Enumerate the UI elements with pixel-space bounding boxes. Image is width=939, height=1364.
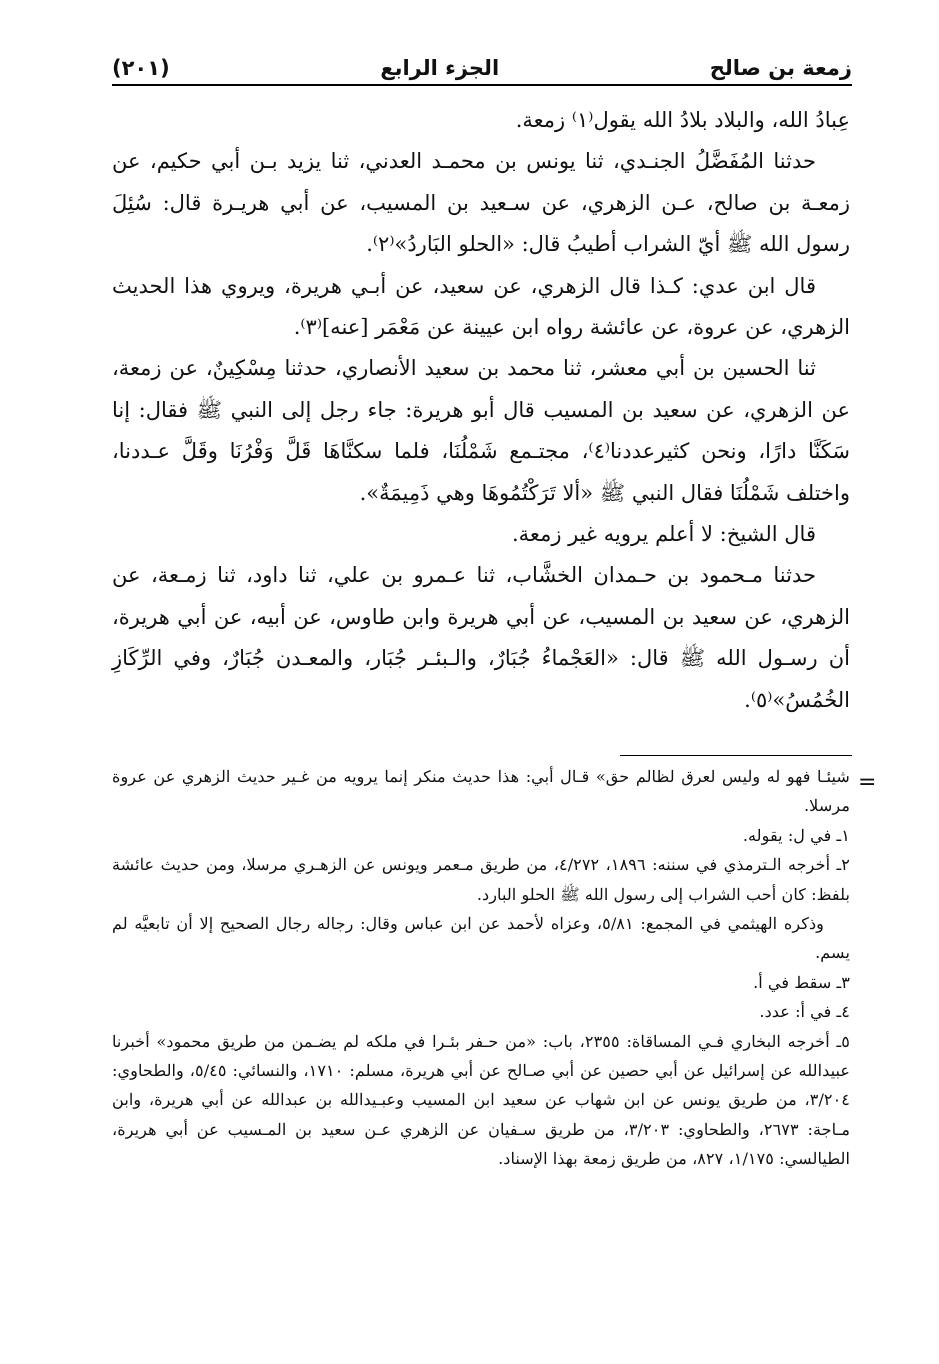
main-text [112, 100, 850, 721]
main-paragraph: قال الشيخ: لا أعلم يرويه غير زمعة. [512, 522, 816, 547]
running-header [112, 38, 852, 80]
footnotes [112, 762, 850, 1174]
main-paragraph: حدثنا المُفَضَّلُ الجنـدي، ثنا يونس بن محمـد العدني، ثنا يزيد بـن أبي حكيم، عن زمعـة بن صالح، عـن الزهري، عن سـعيد بن المسيب، عن أبي هريـرة قال: سُئِلَ رسول الله ﷺ أيّ الشراب أطيبُ قال: «الحلو البَاردُ»⁽٢⁾. [112, 149, 850, 257]
footnote: ٢ـ أخرجه الـترمذي في سننه: ١٨٩٦، ٤/٢٧٢، من طريق مـعمر ويونس عن الزهـري مرسلا، ومن حديث عائشة بلفظ: كان أحب الشراب إلى رسول الله ﷺ الحلو البارد. [112, 855, 850, 904]
footnote-continuation-mark: = [858, 770, 877, 795]
header-divider [112, 84, 852, 86]
footnote-divider [620, 755, 852, 756]
footnote: ١ـ في ل: يقوله. [742, 825, 850, 845]
header-chapter-title: زمعة بن صالح [709, 56, 852, 80]
footnote: وذكره الهيثمي في المجمع: ٥/٨١، وعزاه لأحمد عن ابن عباس وقال: رجاله رجال الصحيح إلا أن تابعيَّه لم يسم. [112, 914, 850, 963]
footnote: ٥ـ أخرجه البخاري فـي المساقاة: ٢٣٥٥، باب: «من حـفر بئـرا في ملكه لم يضـمن من طريق محمود» أخبرنا عبيدالله عن إسرائيل عن أبي حصين عن أبي صـالح عن أبي هريرة، مسلم: ١٧١٠، والنسائي: ٥/٤٥، والطحاوي: ٣/٢٠٤، من طريق يونس عن ابن شهاب عن سعيد ابن المسيب وعبـيدالله بن عبدالله عن أبي هريرة، وابن مـاجة: ٢٦٧٣، والطحاوي: ٣/٢٠٣، من طريق سـفيان عن الزهري عـن سعيد بن المـسيب عن أبي هريرة، الطيالسي: ١/١٧٥، ٨٢٧، من طريق زمعة بهذا الإسناد. [112, 1031, 851, 1169]
main-paragraph: ثنا الحسين بن أبي معشر، ثنا محمد بن سعيد الأنصاري، حدثنا مِسْكِينٌ، عن زمعة، عن الزهري، عن سعيد بن المسيب قال أبو هريرة: جاء رجل إلى النبي ﷺ فقال: إنا سَكَنَّا دارًا، ونحن كثيرعددنا⁽٤⁾، مجتـمع شَمْلُنَا، فلما سكنَّاهَا قَلَّ وَفْرُنَا وقَلَّ عـددنا، واختلف شَمْلُنَا فقال النبي ﷺ «ألا تَرَكْتُمُوهَا وهي ذَمِيمَةٌ». [112, 356, 850, 505]
footnote: ٣ـ سقط في أ. [753, 972, 850, 992]
main-paragraph: قال ابن عدي: كـذا قال الزهري، عن سعيد، عن أبـي هريرة، ويروي هذا الحديث الزهري، عن عروة، عن عائشة رواه ابن عيينة عن مَعْمَر [عنه]⁽٣⁾. [112, 273, 850, 340]
page-number: (٢٠١) [112, 56, 170, 80]
main-paragraph: حدثنا مـحمود بن حـمدان الخشَّاب، ثنا عـمرو بن علي، ثنا داود، ثنا زمـعة، عن الزهري، عن سعيد بن المسيب، عن أبي هريرة وابن طاوس، عن أبيه، عن أبي هريرة، أن رسـول الله ﷺ قال: «العَجْماءُ جُبَارٌ، والـبئـر جُبَار، والمعـدن جُبَارٌ، وفي الرِّكَازِ الخُمُسُ»⁽٥⁾. [112, 563, 850, 712]
header-volume-title: الجزء الرابع [380, 56, 500, 80]
footnote-continuation: شيئـا فهو له وليس لعرق لظالم حق» قـال أبي: هذا حديث منكر إنما يرويه من غـير حديث الزهري عن عروة مرسلا. [112, 767, 850, 816]
footnote: ٤ـ في أ: عدد. [759, 1002, 850, 1022]
main-paragraph: عِبادُ الله، والبلاد بلادُ الله يقول⁽١⁾ زمعة. [515, 108, 850, 132]
